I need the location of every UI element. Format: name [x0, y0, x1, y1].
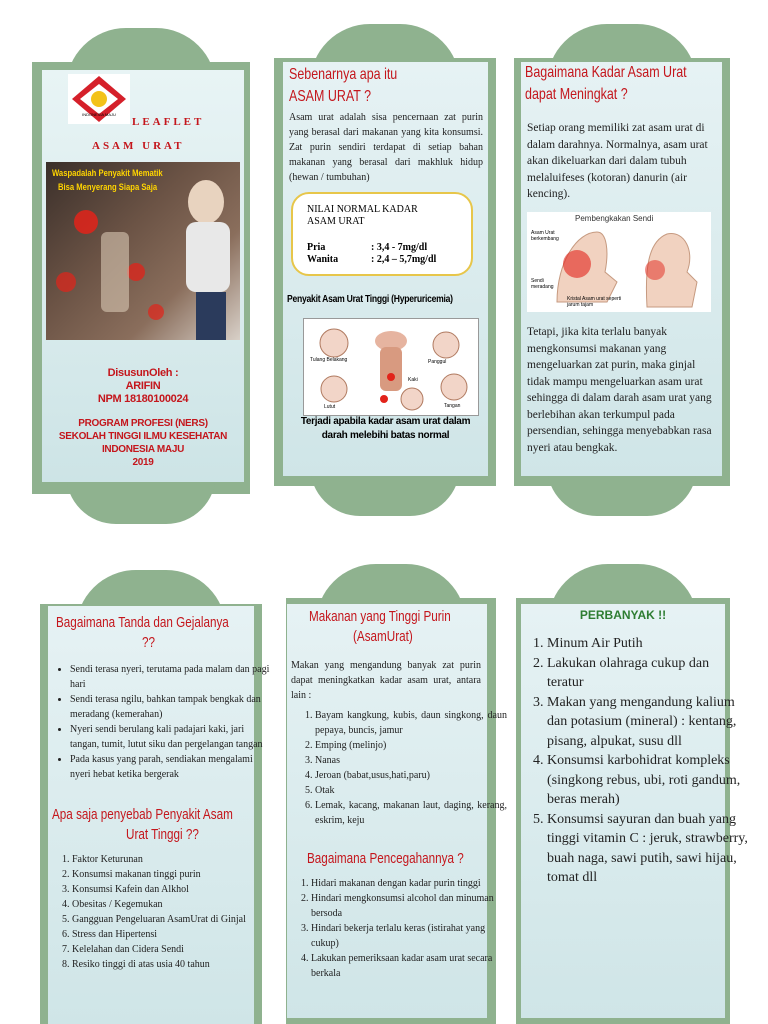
food-item: 3. Nanas [315, 753, 507, 768]
wanita-label: Wanita [307, 254, 339, 265]
pria-label: Pria [307, 242, 326, 253]
recommendation-item: 1. Minum Air Putih [547, 634, 749, 654]
image-label-2: Sendi meradang [531, 278, 554, 290]
school-name: SEKOLAH TINGGI ILMU KESEHATAN [58, 431, 228, 442]
joint-label-knee: Lutut [324, 404, 336, 410]
symptoms-heading-2: ?? [142, 634, 156, 651]
leaflet-title: LEAFLET [132, 116, 205, 128]
prevention-item: 3. Hindari bekerja terlalu keras (istirahat yang cukup) [311, 921, 501, 951]
leaflet-subtitle: ASAM URAT [92, 140, 185, 152]
cover-panel [42, 70, 244, 482]
cause-item: 8. Resiko tinggi di atas usia 40 tahun [72, 957, 278, 972]
symptom-item: • Sendi terasa nyeri, terutama pada malam dan pagi hari [70, 662, 274, 692]
food-item: 5. Otak [315, 783, 507, 798]
joints-image [303, 318, 479, 416]
image-caption-2: darah melebihi batas normal [321, 430, 450, 441]
cover-year: 2019 [132, 457, 154, 468]
cover-image-headline-2: Bisa Menyerang Siapa Saja [58, 182, 158, 192]
causes-heading-1: Apa saja penyebab Penyakit Asam [52, 806, 233, 823]
high-purin-food-panel [287, 604, 507, 1018]
section-heading-2: ASAM URAT ? [289, 88, 372, 105]
recommendations-list [519, 634, 749, 888]
school-name-2: INDONESIA MAJU [101, 444, 185, 455]
joint-label-hand: Tangan [444, 403, 461, 409]
cause-item: 4. Obesitas / Kegemukan [72, 897, 278, 912]
prevention-item: 1. Hidari makanan dengan kadar purin tinggi [311, 876, 501, 891]
recommendations-heading: PERBANYAK !! [579, 608, 667, 622]
intro-text: Setiap orang memiliki zat asam urat di dalam darahnya. Normalnya, asam urat akan dikeluarkan dari dalam tubuh melaluifeses (kotoran) danurin (air kencing). [527, 122, 708, 200]
symptom-list [42, 662, 274, 782]
author-label: DisusunOleh : [107, 367, 179, 379]
joint-label-foot: Kaki [408, 377, 418, 383]
normal-values-box [291, 192, 473, 276]
author-name: ARIFIN [125, 380, 161, 392]
food-heading-2: (AsamUrat) [353, 628, 413, 645]
cover-image-headline-1: Waspadalah Penyakit Mematik [52, 168, 163, 178]
symptom-item: • Sendi terasa ngilu, bahkan tampak bengkak dan meradang (kemerahan) [70, 692, 274, 722]
food-heading-1: Makanan yang Tinggi Purin [309, 608, 451, 625]
how-increase-panel [521, 62, 722, 476]
recommendation-item: 4. Konsumsi karbohidrat kompleks (singkong rebus, ubi, roti gandum, beras merah) [547, 751, 749, 810]
food-item: 4. Jeroan (babat,usus,hati,paru) [315, 768, 507, 783]
section-heading-2: dapat Meningkat ? [525, 86, 628, 103]
cause-item: 1. Faktor Keturunan [72, 852, 278, 867]
pria-value: : 3,4 - 7mg/dl [371, 242, 428, 253]
box-title-1: NILAI NORMAL KADAR [307, 204, 418, 215]
cause-item: 5. Gangguan Pengeluaran AsamUrat di Ginjal [72, 912, 278, 927]
symptom-item: • Nyeri sendi berulang kali padajari kaki, jari tangan, tumit, lutut siku dan pergelangan tangan [70, 722, 274, 752]
recommendation-item: 5. Konsumsi sayuran dan buah yang tinggi vitamin C : jeruk, strawberry, buah naga, sawi putih, sawi hijau, tomat dll [547, 810, 749, 888]
food-item: 2. Emping (melinjo) [315, 738, 507, 753]
definition-text: Asam urat adalah sisa pencernaan zat purin yang berasal dari makanan yang kita konsumsi. Zat purin sendiri terdapat di setiap bahan makanan yang berasal dari makhluk hidup (hewan / tumbuhan) [289, 112, 483, 183]
prevention-item: 4. Lakukan pemeriksaan kadar asam urat secara berkala [311, 951, 501, 981]
section-heading-1: Sebenarnya apa itu [289, 66, 398, 83]
causes-heading-2: Urat Tinggi ?? [126, 826, 199, 843]
joint-label-hip: Panggul [428, 359, 447, 365]
prevention-list [283, 876, 501, 981]
food-list [287, 708, 507, 828]
section-heading-1: Bagaimana Kadar Asam Urat [525, 64, 687, 81]
institution-logo [68, 74, 130, 124]
program-name: PROGRAM PROFESI (NERS) [78, 418, 208, 429]
box-title-2: ASAM URAT [307, 216, 365, 227]
hyperuricemia-heading: Penyakit Asam Urat Tinggi (Hyperuricemia) [287, 294, 453, 305]
cause-list [44, 852, 278, 972]
joint-label-spine: Tulang Belakang [310, 357, 348, 363]
food-intro: Makan yang mengandung banyak zat purin dapat meningkatkan kadar asam urat, antara lain : [291, 660, 481, 701]
image-label-1: Asam Urat berkembang [531, 230, 559, 242]
prevention-item: 2. Hindari mengkonsumsi alcohol dan minuman bersoda [311, 891, 501, 921]
what-is-panel [283, 62, 488, 476]
logo-text: INDONESIA MAJU [82, 112, 116, 117]
explanation-text: Tetapi, jika kita terlalu banyak mengkonsumsi makanan yang mengeluarkan zat purin, maka ginjal tidak mampu mengeluarkan asam urat sehingga di dalam darah asam urat yang berlebihan akan terkumpul pada persendian, sehingga menyebabkan rasa nyeri atau bengkak. [527, 326, 712, 454]
cause-item: 7. Kelelahan dan Cidera Sendi [72, 942, 278, 957]
symptoms-heading-1: Bagaimana Tanda dan Gejalanya [56, 614, 229, 631]
swollen-joint-image [527, 212, 711, 312]
cause-item: 3. Konsumsi Kafein dan Alkhol [72, 882, 278, 897]
recommendation-item: 3. Makan yang mengandung kalium dan potasium (mineral) : kentang, pisang, alpukat, susu dll [547, 693, 749, 752]
recommendations-panel [521, 604, 748, 1018]
wanita-value: : 2,4 – 5,7mg/dl [371, 254, 437, 265]
recommendation-item: 2. Lakukan olahraga cukup dan teratur [547, 654, 749, 693]
symptom-item: • Pada kasus yang parah, sendiakan mengalami nyeri hebat ketika bergerak [70, 752, 274, 782]
cause-item: 6. Stress dan Hipertensi [72, 927, 278, 942]
food-item: 6. Lemak, kacang, makanan laut, daging, kerang, eskrim, keju [315, 798, 507, 828]
cover-image [46, 162, 240, 340]
cause-item: 2. Konsumsi makanan tinggi purin [72, 867, 278, 882]
image-label-3: Kristal Asam urat seperti jarum tajam [567, 296, 622, 308]
image-caption-1: Terjadi apabila kadar asam urat dalam [300, 416, 471, 427]
author-npm: NPM 18180100024 [97, 393, 189, 405]
symptoms-panel [48, 606, 270, 1024]
prevention-heading: Bagaimana Pencegahannya ? [307, 850, 464, 867]
food-item: 1. Bayam kangkung, kubis, daun singkong, daun pepaya, buncis, jamur [315, 708, 507, 738]
image-title: Pembengkakan Sendi [575, 214, 654, 223]
